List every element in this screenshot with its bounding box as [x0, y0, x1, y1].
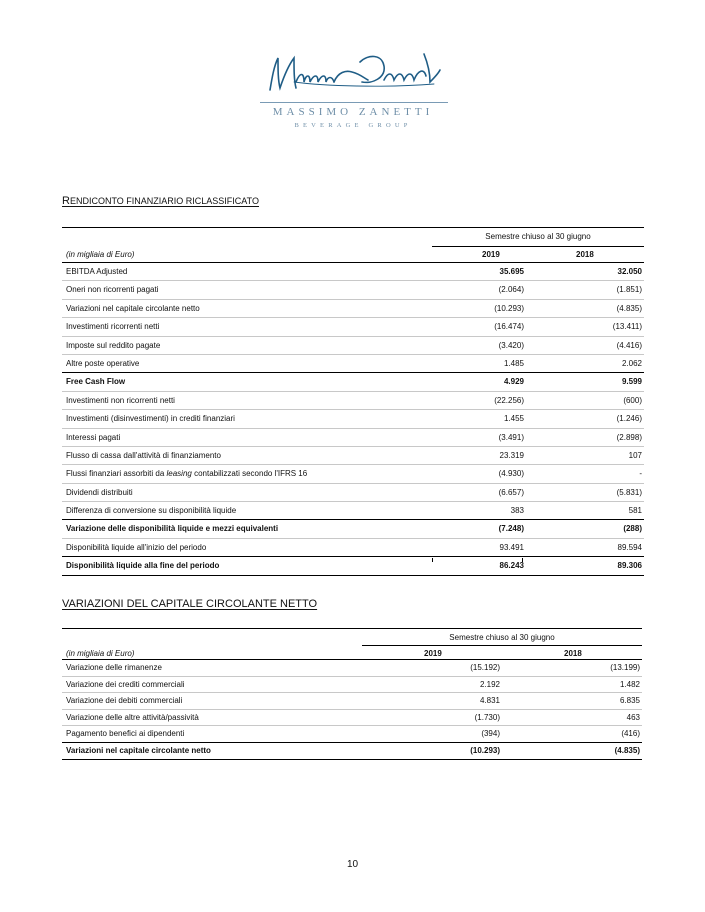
value-2018: 89.594	[617, 542, 642, 552]
value-2019: 1.455	[503, 414, 524, 424]
cash-flow-title-initial: R	[62, 195, 70, 207]
value-2018: 463	[626, 712, 640, 722]
row-label: Variazione delle rimanenze	[66, 663, 162, 672]
table-row	[62, 300, 644, 318]
table-row	[62, 429, 644, 447]
value-2019: (3.420)	[498, 340, 524, 350]
row-label: Investimenti (disinvestimenti) in crediti finanziari	[66, 414, 235, 424]
row-label: Variazione delle altre attività/passività	[66, 712, 199, 722]
row-label: Variazione dei debiti commerciali	[66, 696, 183, 706]
period-header: Semestre chiuso al 30 giugno	[485, 232, 591, 241]
value-2019: (16.474)	[494, 322, 524, 332]
cash-flow-title	[62, 195, 259, 207]
working-capital-rows	[62, 660, 642, 760]
value-2018: (13.411)	[612, 322, 642, 332]
value-2019: 93.491	[499, 542, 524, 552]
value-2018: 107	[628, 450, 642, 460]
value-2018: 1.482	[619, 679, 640, 689]
value-2019: 4.831	[479, 696, 500, 706]
value-2019: (1.730)	[474, 712, 500, 722]
table-top-rule	[62, 628, 642, 629]
table-row	[62, 281, 644, 299]
table-row	[62, 373, 644, 391]
row-label: Differenza di conversione su disponibilità liquide	[66, 506, 237, 516]
table-row	[62, 726, 642, 743]
row-label: Free Cash Flow	[66, 377, 126, 387]
value-2019: 4.929	[503, 377, 524, 387]
table-row	[62, 484, 644, 502]
cash-flow-rows	[62, 263, 644, 576]
table-top-rule	[62, 227, 644, 228]
value-2019: 383	[510, 506, 524, 516]
value-2019: (6.657)	[498, 487, 524, 497]
value-2019: (15.192)	[470, 663, 500, 672]
value-2018: (4.835)	[614, 745, 640, 755]
year-header-2018: 2018	[564, 649, 582, 658]
value-2018: 6.835	[619, 696, 640, 706]
value-2019: (10.293)	[494, 303, 524, 313]
row-label: Disponibilità liquide all'inizio del periodo	[66, 542, 207, 552]
value-2018: (5.831)	[616, 487, 642, 497]
value-2018: (13.199)	[610, 663, 640, 672]
value-2019: 23.319	[499, 450, 524, 460]
value-2018: (2.898)	[616, 432, 642, 442]
page-number: 10	[346, 859, 359, 870]
value-2018: 2.062	[621, 358, 642, 368]
value-2019: 1.485	[503, 358, 524, 368]
year-header-2019: 2019	[482, 250, 500, 259]
row-label: Dividendi distribuiti	[66, 487, 133, 497]
value-2018: -	[639, 469, 642, 479]
value-2019: (4.930)	[498, 469, 524, 479]
table-row	[62, 557, 644, 575]
value-2018: (600)	[623, 395, 642, 405]
row-label: Flussi finanziari assorbiti da leasing contabilizzati secondo l'IFRS 16	[66, 469, 308, 479]
value-2019: 2.192	[479, 679, 500, 689]
value-2018: (4.416)	[616, 340, 642, 350]
value-2018: (288)	[623, 524, 642, 534]
row-label: Variazione delle disponibilità liquide e mezzi equivalenti	[66, 524, 279, 534]
value-2019: (7.248)	[498, 524, 524, 534]
value-2019: (3.491)	[498, 432, 524, 442]
period-header: Semestre chiuso al 30 giugno	[449, 633, 555, 642]
table-row	[62, 318, 644, 336]
value-2019: 35.695	[499, 267, 524, 276]
table-row	[62, 743, 642, 760]
row-label: Variazione dei crediti commerciali	[66, 679, 185, 689]
table-row	[62, 263, 644, 281]
table-row	[62, 677, 642, 694]
value-2019: 86.243	[499, 561, 524, 571]
table-row	[62, 337, 644, 355]
value-2018: (4.835)	[616, 303, 642, 313]
value-2018: (416)	[621, 729, 640, 739]
unit-label: (in migliaia di Euro)	[66, 250, 135, 259]
value-2019: (394)	[481, 729, 500, 739]
value-2019: (10.293)	[470, 745, 500, 755]
row-label: Investimenti non ricorrenti netti	[66, 395, 175, 405]
row-label: Oneri non ricorrenti pagati	[66, 285, 159, 295]
table-row	[62, 710, 642, 727]
value-2019: (22.256)	[494, 395, 524, 405]
value-2018: 89.306	[617, 561, 642, 571]
column-tick	[432, 558, 433, 562]
row-label: EBITDA Adjusted	[66, 267, 128, 276]
table-row	[62, 410, 644, 428]
year-header-2018: 2018	[576, 250, 594, 259]
period-header-rule	[432, 246, 644, 247]
row-label: Flusso di cassa dall'attività di finanziamento	[66, 450, 221, 460]
row-label: Pagamento benefici ai dipendenti	[66, 729, 185, 739]
signature-logo-icon	[264, 42, 444, 100]
table-row	[62, 502, 644, 520]
row-label: Imposte sul reddito pagate	[66, 340, 161, 350]
value-2019: (2.064)	[498, 285, 524, 295]
value-2018: 581	[628, 506, 642, 516]
cash-flow-title-rest: ENDICONTO FINANZIARIO RICLASSIFICATO	[69, 196, 259, 206]
year-header-2019: 2019	[424, 649, 442, 658]
company-logo	[258, 42, 448, 132]
value-2018: (1.851)	[616, 285, 642, 295]
company-subtitle: BEVERAGE GROUP	[294, 122, 412, 129]
table-row	[62, 539, 644, 557]
value-2018: 32.050	[617, 267, 642, 276]
company-name: MASSIMO ZANETTI	[272, 106, 434, 118]
row-label: Variazioni nel capitale circolante netto	[66, 303, 200, 313]
table-row	[62, 693, 642, 710]
table-row	[62, 447, 644, 465]
row-label: Interessi pagati	[66, 432, 121, 442]
row-label: Altre poste operative	[66, 358, 140, 368]
table-row	[62, 392, 644, 410]
table-row	[62, 520, 644, 538]
value-2018: 9.599	[621, 377, 642, 387]
row-label: Disponibilità liquide alla fine del periodo	[66, 561, 220, 571]
row-label: Investimenti ricorrenti netti	[66, 322, 160, 332]
table-row	[62, 355, 644, 373]
period-header-rule	[362, 645, 642, 646]
table-row	[62, 660, 642, 677]
row-label: Variazioni nel capitale circolante netto	[66, 745, 211, 755]
unit-label: (in migliaia di Euro)	[66, 649, 135, 658]
column-tick	[522, 558, 523, 562]
logo-rule	[260, 102, 448, 103]
working-capital-title: VARIAZIONI DEL CAPITALE CIRCOLANTE NETTO	[62, 598, 318, 610]
value-2018: (1.246)	[616, 414, 642, 424]
table-row	[62, 465, 644, 483]
